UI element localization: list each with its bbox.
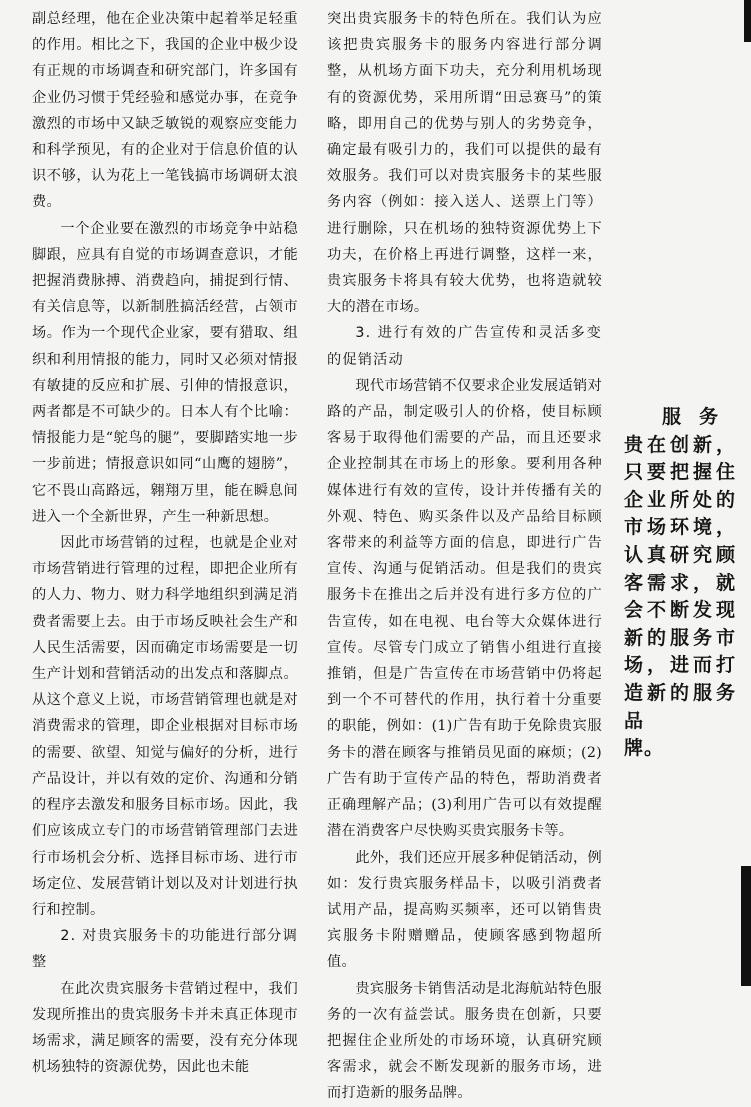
right-paragraph-3: 此外，我们还应开展多种促销活动，例如：发行贵宾服务样品卡，以吸引消费者试用产品，提高购买频率，还可以销售贵宾服务卡附赠赠品，使顾客感到物超所值。: [327, 849, 602, 971]
scan-edge-top: [744, 0, 751, 42]
left-paragraph-4: 在此次贵宾服务卡营销过程中，我们发现所推出的贵宾服务卡并未真正体现市场需求，满足顾客的需要，没有充分体现机场独特的资源优势，因此也未能: [32, 980, 298, 1076]
section-heading-2: 2. 对贵宾服务卡的功能进行部分调整: [32, 928, 298, 971]
pull-quote: [624, 404, 736, 763]
left-column: [32, 6, 298, 1080]
right-paragraph-1: 突出贵宾服务卡的特色所在。我们认为应该把贵宾服务卡的服务内容进行部分调整，从机场方面下功夫，充分利用机场现有的资源优势，采用所谓“田忌赛马”的策略，即用自己的优势与别人的劣势竞争，确定最有吸引力的，我们可以提供的最有效服务。我们可以对贵宾服务卡的某些服务内容（例如：接入送人、送票上门等）进行删除，只在机场的独特资源优势上下功夫，在价格上再进行调整，这样一来，贵宾服务卡将具有较大优势，也将造就较大的潜在市场。: [327, 11, 602, 316]
left-paragraph-1: 副总经理，他在企业决策中起着举足轻重的作用。相比之下，我国的企业中极少设有正规的市场调查和研究部门，许多国有企业仍习惯于凭经验和感觉办事，在竞争激烈的市场中又缺乏敏锐的观察应变能力和科学预见，有的企业对于信息价值的认识不够，认为花上一笔钱搞市场调研太浪费。: [32, 11, 298, 211]
left-paragraph-2: 一个企业要在激烈的市场竞争中站稳脚跟，应具有自觉的市场调查意识，才能把握消费脉搏、消费趋向，捕捉到行情、有关信息等，以新制胜搞活经营，占领市场。作为一个现代企业家，要有猎取、组织和利用情报的能力，同时又必须对情报有敏捷的反应和扩展、引伸的情报意识，两者都是不可缺少的。日本人有个比喻：情报能力是“鸵鸟的腿”，要脚踏实地一步一步前进；情报意识如同“山鹰的翅膀”，它不畏山高路远，翱翔万里，能在瞬息间进入一个全新世界，产生一种新思想。: [32, 220, 298, 525]
left-paragraph-3: 因此市场营销的过程，也就是企业对市场营销进行管理的过程，即把企业所有的人力、物力、财力科学地组织到满足消费者需要上去。由于市场反映社会生产和人民生活需要，因而确定市场需要是一切生产计划和营销活动的出发点和落脚点。从这个意义上说，市场营销管理也就是对消费需求的管理，即企业根据对目标市场的需要、欲望、知觉与偏好的分析，进行产品设计，并以有效的定价、沟通和分销的程序去激发和服务目标市场。因此，我们应该成立专门的市场营销管理部门去进行市场机会分析、选择目标市场、进行市场定位、发展营销计划以及对计划进行执行和控制。: [32, 535, 298, 918]
section-heading-3: 3. 进行有效的广告宣传和灵活多变的促销活动: [327, 325, 602, 368]
pull-quote-body: 贵在创新，只要把握住企业所处的市场环境，认真研究顾客需求，就会不断发现新的服务市场，进而打造新的服务品: [624, 433, 736, 732]
pull-quote-first: 服务: [661, 406, 736, 428]
right-paragraph-2: 现代市场营销不仅要求企业发展适销对路的产品，制定吸引人的价格，使目标顾客易于取得他们需要的产品，而且还要求企业控制其在市场上的形象。要利用各种媒体进行有效的宣传，设计并传播有关的外观、特色、购买条件以及产品给目标顾客带来的利益等方面的信息，即进行广告宣传、沟通与促销活动。但是我们的贵宾服务卡在推出之后并没有进行多方位的广告宣传，如在电视、电台等大众媒体进行宣传。尽管专门成立了销售小组进行直接推销，但是广告宣传在市场营销中仍将起到一个不可替代的作用，执行着十分重要的职能，例如：(1)广告有助于免除贵宾服务卡的潜在顾客与推销员见面的麻烦；(2)广告有助于宣传产品的特色，帮助消费者正确理解产品；(3)利用广告可以有效提醒潜在消费客户尽快购买贵宾服务卡等。: [327, 377, 602, 840]
right-paragraph-4: 贵宾服务卡销售活动是北海航站特色服务的一次有益尝试。服务贵在创新，只要把握住企业所处的市场环境，认真研究顾客需求，就会不断发现新的服务市场，进而打造新的服务品牌。: [327, 980, 602, 1102]
pull-quote-last: 牌。: [624, 737, 665, 760]
scan-edge-bottom: [741, 866, 751, 986]
right-column: [327, 6, 602, 1107]
